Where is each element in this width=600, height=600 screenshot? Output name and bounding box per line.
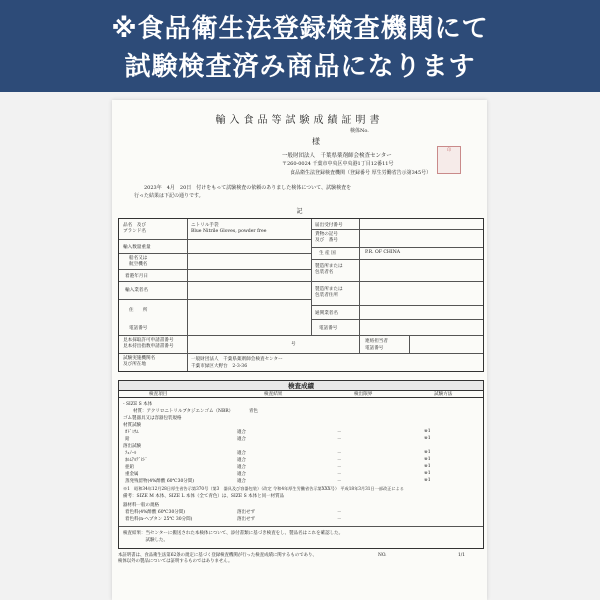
test-item-method: ※1 [424,464,431,469]
intro-line-2: 行った結果は下記の通りです。 [134,193,204,199]
label-contact-phone: 電話番号 [365,346,384,351]
test-item-method: ※1 [424,436,431,441]
test-item-method: ※1 [424,457,431,462]
test-item-result: 溶出せず [237,510,255,515]
inspection-remark-2: 試験した。 [123,538,168,543]
label-vessel: 船名又は 航空機名 [129,256,148,267]
test-item-name: ﾌｪﾉｰﾙ [125,451,137,456]
test-item-name: 着色料(n-ヘプタン 25℃ 30分間) [125,517,193,522]
banner-line-2: 試験検査済み商品になります [124,52,476,82]
material-line: 材質：アクリロニトリルブタジエンゴム（NBR） 青色 [133,409,258,414]
col-method: 試験方法 [434,392,453,397]
issuer-org: 一般財団法人 千葉県薬剤師会検査センター [282,153,392,159]
test-item-name: ﾎﾙﾑｱﾙﾃﾞﾋﾄﾞ [125,458,148,463]
test-item-name: 重金属 [125,472,139,477]
document-number: 検体No. [350,128,369,134]
label-manufacturer: 製造所または 包装者名 [315,264,343,275]
test-item-method: ※1 [424,478,431,483]
size-line: - SIZE S 本体 [123,402,153,407]
label-phone: 電話番号 [129,326,148,331]
test-item-result: 適合 [237,458,246,463]
ki-heading: 記 [296,208,303,215]
note-2: 備考：SIZE M 本体、SIZE L 本体（全て青色）は、SIZE S 本体と同一材質品 [123,494,285,499]
test-item-result: 適合 [237,479,246,484]
subheading-general: 器材料一般の規格 [123,503,159,508]
test-item-result: 適合 [237,472,246,477]
value-product-name: ニトリル手袋 Blue Nitrile Gloves, powder free [191,223,267,234]
label-permit-no: 見本採取許可申請書番号 見本持出指数申請書番号 [123,338,174,349]
col-result: 検査結果 [264,392,283,397]
label-customs-phone: 電話番号 [319,326,338,331]
test-item-result: 溶出せず [237,517,255,522]
addressee: 様 [312,137,320,146]
value-lab-address: 千葉市緑区大野台 2-3-36 [191,364,248,369]
label-permit-suffix: 号 [291,342,296,347]
col-item: 検査項目 [149,392,168,397]
label-address: 住 所 [129,308,148,313]
test-item-name: 溶出試験 [123,444,141,449]
value-origin: P.R. OF CHINA [365,250,401,255]
test-item-method: ※1 [424,471,431,476]
issuer-registration: 食品衛生法登録検査機関（登録番号 厚生労働省告示第345号） [290,170,432,176]
note-1: ※1 昭和34年12月28日厚生省告示第370号（第3 器具及び容器包装）（改定 令和4年厚生労働省告示第XXX号） 平成18年3月31日一部改正による [123,486,404,491]
results-title: 検査成績 [118,380,484,391]
label-receipt-no: 届出受付番号 [315,223,343,228]
test-item-name: 蒸発残留物(4%酢酸 60℃30分間) [125,479,195,484]
inspection-remark: 検査結果：当センターに搬送された本検体について、添付書類に基づき検査をし、製品名はこれを確認した。 [123,531,344,536]
label-cargo-mark: 貨物の記号 及び 番号 [315,232,338,243]
test-item-name: ｶﾄﾞﾐｳﾑ [125,430,139,435]
test-item-method: ※1 [424,450,431,455]
test-item-limit: － [337,479,342,484]
issuer-address: 〒260-0024 千葉市中央区中央港1丁目12番11号 [282,161,394,167]
test-item-limit: － [337,472,342,477]
test-item-limit: － [337,451,342,456]
document-title: 輸入食品等試験成績証明書 [215,115,384,126]
test-item-result: 適合 [237,451,246,456]
test-item-limit: － [337,437,342,442]
test-item-limit: － [337,465,342,470]
label-lab: 試験実施機関名 及び所在地 [123,356,156,367]
label-origin: 生 産 国 [319,251,336,256]
official-seal: 印 [437,146,461,174]
label-contact: 連絡担当者 [365,339,388,344]
col-limit: 検出限界 [354,392,373,397]
footer-line-1: 本証明書は、食品衛生法第62条の規定に基づく登録検査機関が行った検査成績に関するものであり、 [118,553,317,558]
test-item-result: 適合 [237,465,246,470]
page-number: 1/1 [458,553,466,558]
value-lab: 一般財団法人 千葉県薬剤師会検査センター [191,357,283,362]
intro-line-1: 2023年 4月 20日 付けをもって試験検査の依頼のありました検体について、試験検査を [144,185,352,191]
label-importer: 輸入業者名 [125,288,148,293]
test-item-limit: － [337,517,342,522]
banner-line-1: ※食品衛生法登録検査機関にて [111,14,489,44]
label-product-name: 品名 及び ブランド名 [123,223,146,234]
test-item-name: 着色料(4%酢酸 60℃30分間) [125,510,186,515]
document-footer [118,553,482,575]
promo-banner [0,0,600,92]
label-arrival-date: 着港年月日 [125,274,148,279]
test-item-method: ※1 [424,429,431,434]
import-info-table [118,218,484,372]
test-item-limit: － [337,510,342,515]
certificate-document [112,100,487,600]
results-body [118,398,484,549]
footer-number: NO. [378,553,387,558]
label-import-qty: 輸入数量重量 [123,245,151,250]
test-item-result: 適合 [237,437,246,442]
category-line: ゴム製器具又は容器包装規格 [123,416,182,421]
subheading-material: 材質試験 [123,423,141,428]
test-item-name: 亜鉛 [125,465,134,470]
test-item-limit: － [337,430,342,435]
results-header [118,390,484,398]
test-item-limit: － [337,458,342,463]
label-manufacturer-address: 製造所または 包装者住所 [315,287,343,298]
test-item-result: 適合 [237,430,246,435]
footer-line-2: 検体以外の製品については証明するものではありません。 [118,559,233,564]
label-customs-broker: 通関業者名 [315,311,338,316]
test-item-name: 鉛 [125,437,130,442]
